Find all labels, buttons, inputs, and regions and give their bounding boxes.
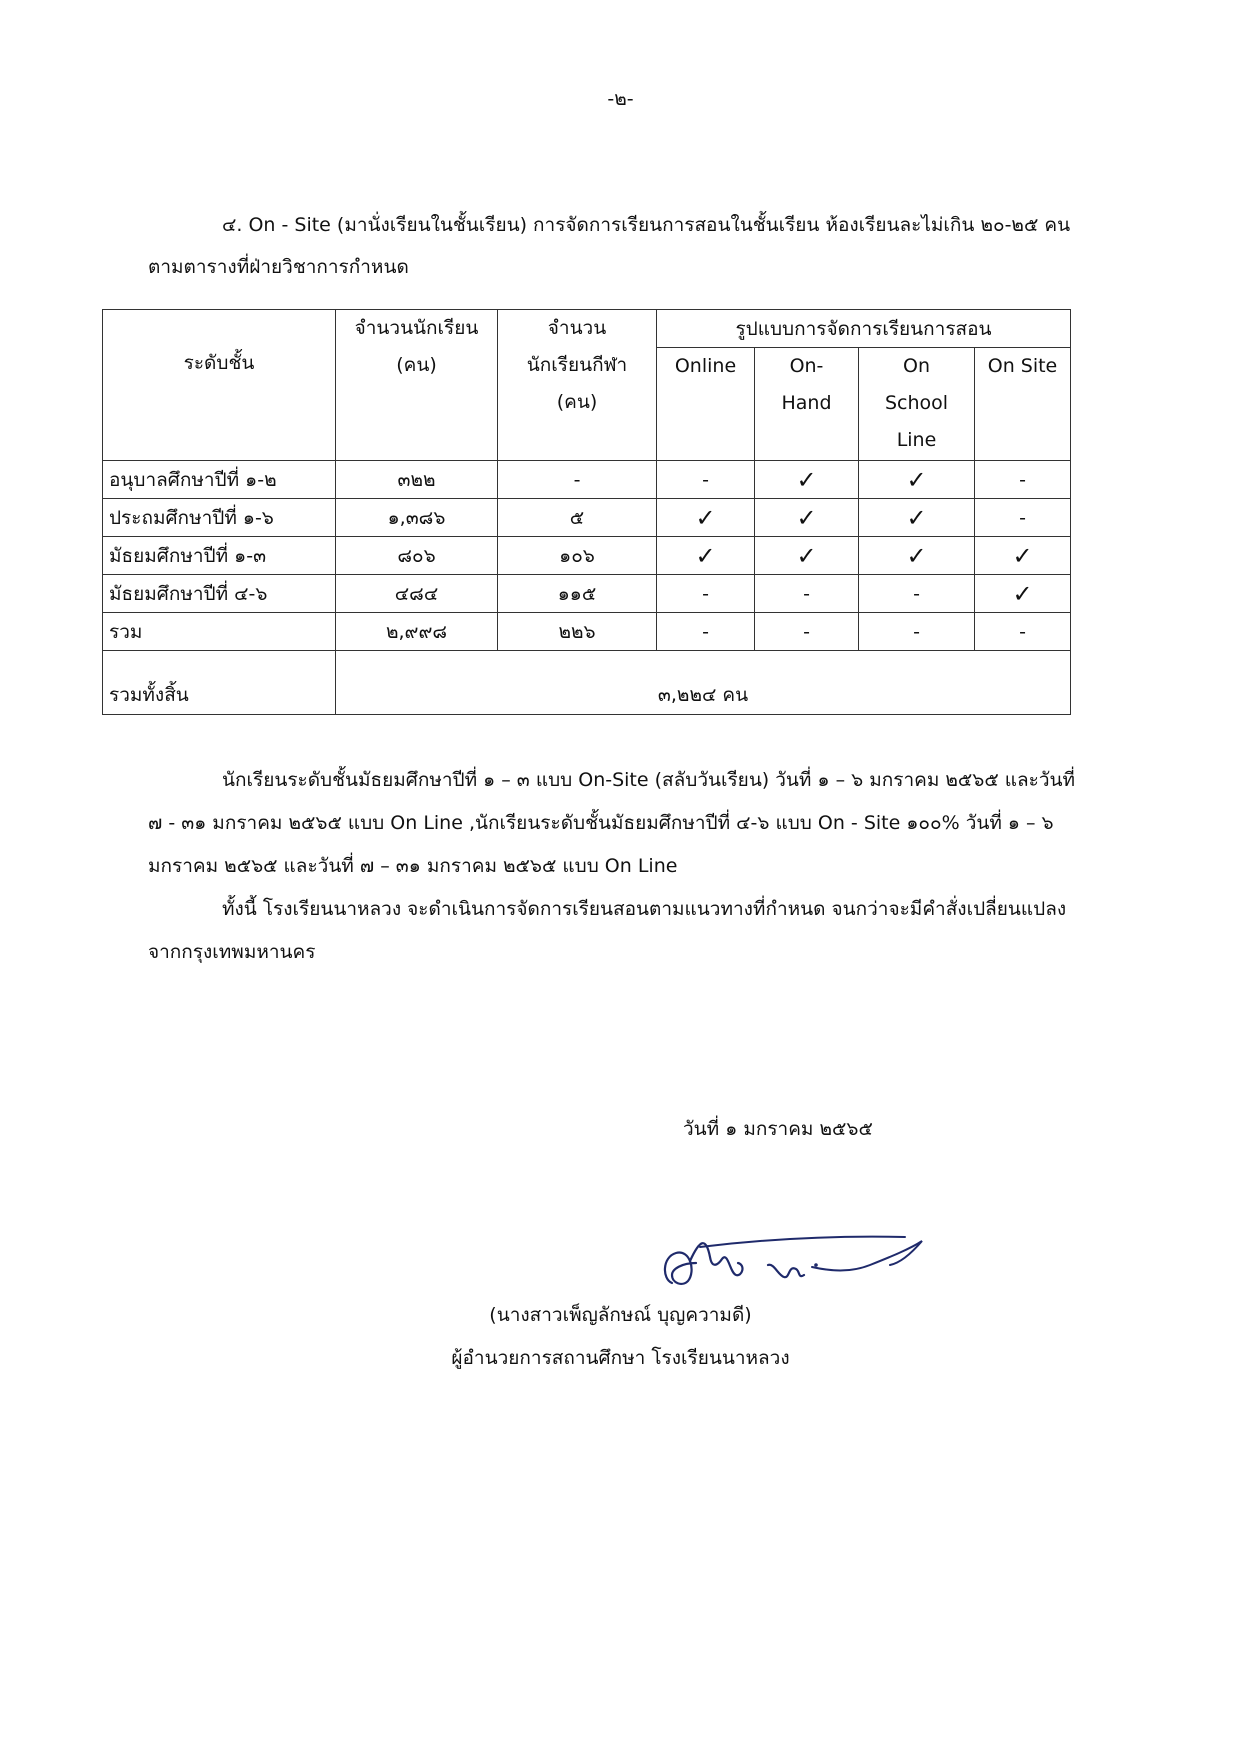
row-students: ๒,๙๙๘ [336, 613, 498, 651]
row-onschoolline: ✓ [859, 461, 975, 499]
intro-line-1: ๔. On - Site (มานั่งเรียนในชั้นเรียน) การจัดการเรียนการสอนในชั้นเรียน ห้องเรียนละไม่เกิน ๒๐-๒๕ คน [222, 214, 1071, 236]
row-onschoolline: ✓ [859, 537, 975, 575]
intro-line-2: ตามตารางที่ฝ่ายวิชาการกำหนด [148, 256, 409, 278]
row-online: - [657, 613, 755, 651]
table-row [103, 537, 1071, 575]
header-format-group: รูปแบบการจัดการเรียนการสอน [657, 310, 1071, 348]
table-row [103, 575, 1071, 613]
grand-total-row [103, 651, 1071, 715]
row-onhand: ✓ [755, 499, 859, 537]
row-onschoolline: - [859, 575, 975, 613]
header-students-line-1: จำนวนนักเรียน [354, 317, 479, 339]
signatory-name: (นางสาวเพ็ญลักษณ์ บุญความดี) [489, 1304, 752, 1326]
row-onsite: ✓ [975, 575, 1071, 613]
row-level: อนุบาลศึกษาปีที่ ๑-๒ [103, 461, 336, 499]
row-level: ประถมศึกษาปีที่ ๑-๖ [103, 499, 336, 537]
row-level: รวม [103, 613, 336, 651]
row-onschoolline: - [859, 613, 975, 651]
date-line: วันที่ ๑ มกราคม ๒๕๖๕ [683, 1118, 873, 1140]
row-onschoolline: ✓ [859, 499, 975, 537]
row-students: ๘๐๖ [336, 537, 498, 575]
row-level: มัธยมศึกษาปีที่ ๔-๖ [103, 575, 336, 613]
row-students: ๑,๓๘๖ [336, 499, 498, 537]
row-athletes: ๑๑๕ [498, 575, 657, 613]
header-onsite [975, 348, 1071, 461]
body-p1-line-3: มกราคม ๒๕๖๕ และวันที่ ๗ – ๓๑ มกราคม ๒๕๖๕ แบบ On Line [148, 855, 678, 877]
signature-image [660, 1235, 970, 1295]
header-onschoolline [859, 348, 975, 461]
body-p2-line-2: จากกรุงเทพมหานคร [148, 941, 316, 963]
header-athletes-line-1: จำนวน [547, 317, 607, 339]
body-p1-line-2: ๗ - ๓๑ มกราคม ๒๕๖๕ แบบ On Line ,นักเรียนระดับชั้นมัธยมศึกษาปีที่ ๔-๖ แบบ On - Site ๑๐๐% วันที่ ๑ – ๖ [148, 812, 1054, 834]
grand-total-label: รวมทั้งสิ้น [103, 651, 336, 715]
row-onsite: - [975, 499, 1071, 537]
row-onsite: - [975, 613, 1071, 651]
row-onhand: ✓ [755, 537, 859, 575]
header-athletes [498, 310, 657, 461]
header-athletes-line-3: (คน) [556, 391, 598, 413]
table-row [103, 499, 1071, 537]
header-level: ระดับชั้น [103, 310, 336, 461]
table-row [103, 461, 1071, 499]
header-athletes-line-2: นักเรียนกีฬา [526, 354, 628, 376]
row-students: ๔๘๔ [336, 575, 498, 613]
header-online [657, 348, 755, 461]
header-onschoolline-line-1: On [903, 355, 930, 377]
row-athletes: ๑๐๖ [498, 537, 657, 575]
teaching-format-table [102, 309, 1071, 715]
grand-total-value: ๓,๒๒๔ คน [336, 651, 1071, 715]
row-online: ✓ [657, 537, 755, 575]
body-p2-line-1: ทั้งนี้ โรงเรียนนาหลวง จะดำเนินการจัดการเรียนสอนตามแนวทางที่กำหนด จนกว่าจะมีคำสั่งเปลี่ยนแปลง [222, 898, 1067, 920]
header-students [336, 310, 498, 461]
row-athletes: ๕ [498, 499, 657, 537]
table-row [103, 613, 1071, 651]
header-onhand-line-2: Hand [781, 392, 832, 414]
row-onsite: ✓ [975, 537, 1071, 575]
header-online-label: Online [674, 355, 737, 377]
row-online: - [657, 575, 755, 613]
header-onhand-line-1: On- [789, 355, 824, 377]
row-level: มัธยมศึกษาปีที่ ๑-๓ [103, 537, 336, 575]
header-students-line-2: (คน) [396, 354, 437, 376]
row-athletes: ๒๒๖ [498, 613, 657, 651]
row-onhand: ✓ [755, 461, 859, 499]
row-onsite: - [975, 461, 1071, 499]
row-onhand: - [755, 575, 859, 613]
page-number: -๒- [607, 88, 634, 110]
header-onschoolline-line-2: School [884, 392, 949, 414]
table-header-row [103, 310, 1071, 348]
row-students: ๓๒๒ [336, 461, 498, 499]
header-onschoolline-line-3: Line [896, 429, 937, 451]
row-online: ✓ [657, 499, 755, 537]
header-onsite-label: On Site [987, 355, 1058, 377]
row-onhand: - [755, 613, 859, 651]
row-online: - [657, 461, 755, 499]
signatory-position: ผู้อำนวยการสถานศึกษา โรงเรียนนาหลวง [451, 1347, 790, 1369]
header-onhand [755, 348, 859, 461]
body-p1-line-1: นักเรียนระดับชั้นมัธยมศึกษาปีที่ ๑ – ๓ แบบ On-Site (สลับวันเรียน) วันที่ ๑ – ๖ มกราคม ๒๕๖๕ และวันที่ [222, 769, 1076, 791]
row-athletes: - [498, 461, 657, 499]
